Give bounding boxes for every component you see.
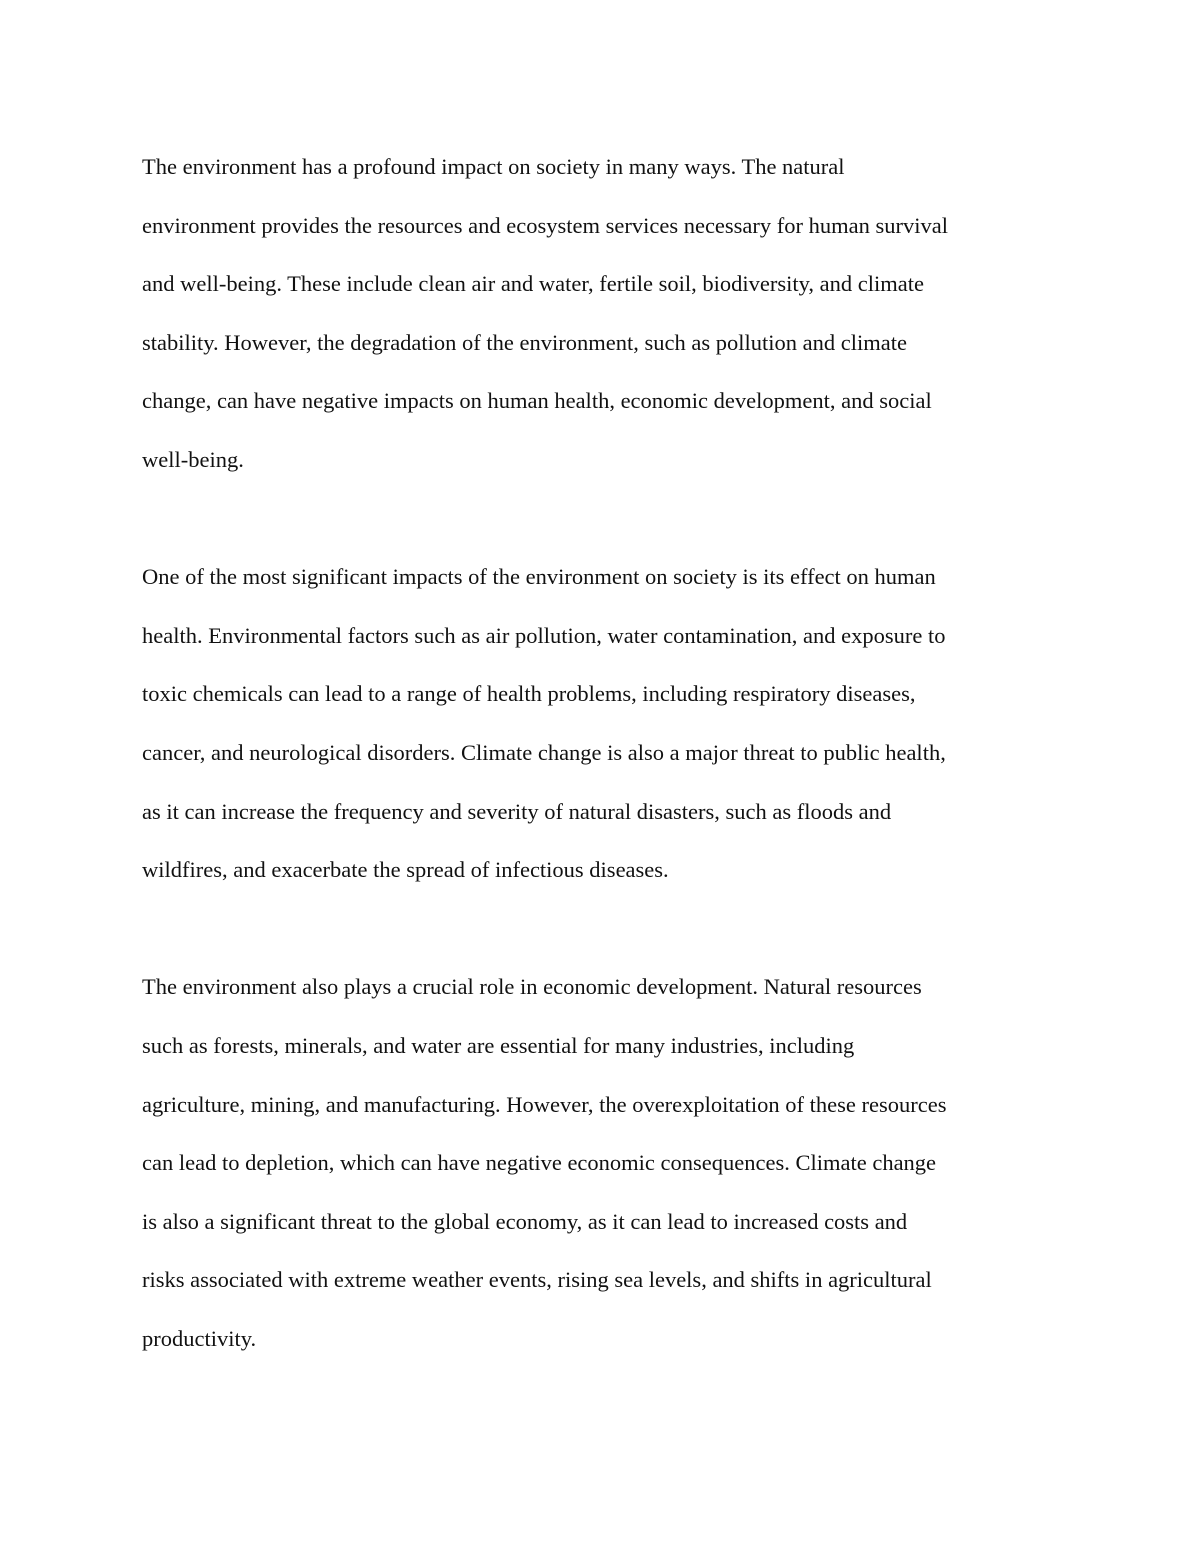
text-line: The environment also plays a crucial role in economic development. Natural resources bbox=[142, 974, 922, 1000]
text-line: environment provides the resources and ecosystem services necessary for human survival bbox=[142, 212, 948, 238]
text-line: as it can increase the frequency and severity of natural disasters, such as floods and bbox=[142, 798, 892, 824]
text-line: The environment has a profound impact on society in many ways. The natural bbox=[142, 154, 845, 179]
text-line: toxic chemicals can lead to a range of health problems, including respiratory diseases, bbox=[142, 681, 916, 707]
paragraph-economic-development bbox=[142, 958, 1062, 1368]
text-line: health. Environmental factors such as air pollution, water contamination, and exposure to bbox=[142, 622, 946, 648]
text-line: such as forests, minerals, and water are essential for many industries, including bbox=[142, 1032, 855, 1058]
text-line: is also a significant threat to the global economy, as it can lead to increased costs and bbox=[142, 1208, 908, 1234]
text-line: One of the most significant impacts of the environment on society is its effect on human bbox=[142, 564, 936, 590]
text-line: productivity. bbox=[142, 1325, 257, 1351]
text-line: change, can have negative impacts on human health, economic development, and social bbox=[142, 388, 932, 414]
text-line: can lead to depletion, which can have negative economic consequences. Climate change bbox=[142, 1150, 937, 1176]
text-line: agriculture, mining, and manufacturing. However, the overexploitation of these resources bbox=[142, 1091, 947, 1117]
document-body bbox=[142, 138, 1062, 1368]
text-line: wildfires, and exacerbate the spread of infectious diseases. bbox=[142, 857, 669, 883]
text-line: and well-being. These include clean air and water, fertile soil, biodiversity, and climate bbox=[142, 271, 924, 297]
paragraph-environment-impact bbox=[142, 138, 1062, 490]
text-line: stability. However, the degradation of the environment, such as pollution and climate bbox=[142, 329, 907, 355]
paragraph-human-health bbox=[142, 548, 1062, 900]
text-line: risks associated with extreme weather events, rising sea levels, and shifts in agricultural bbox=[142, 1267, 932, 1293]
text-line: well-being. bbox=[142, 446, 244, 472]
text-line: cancer, and neurological disorders. Climate change is also a major threat to public health, bbox=[142, 739, 946, 765]
